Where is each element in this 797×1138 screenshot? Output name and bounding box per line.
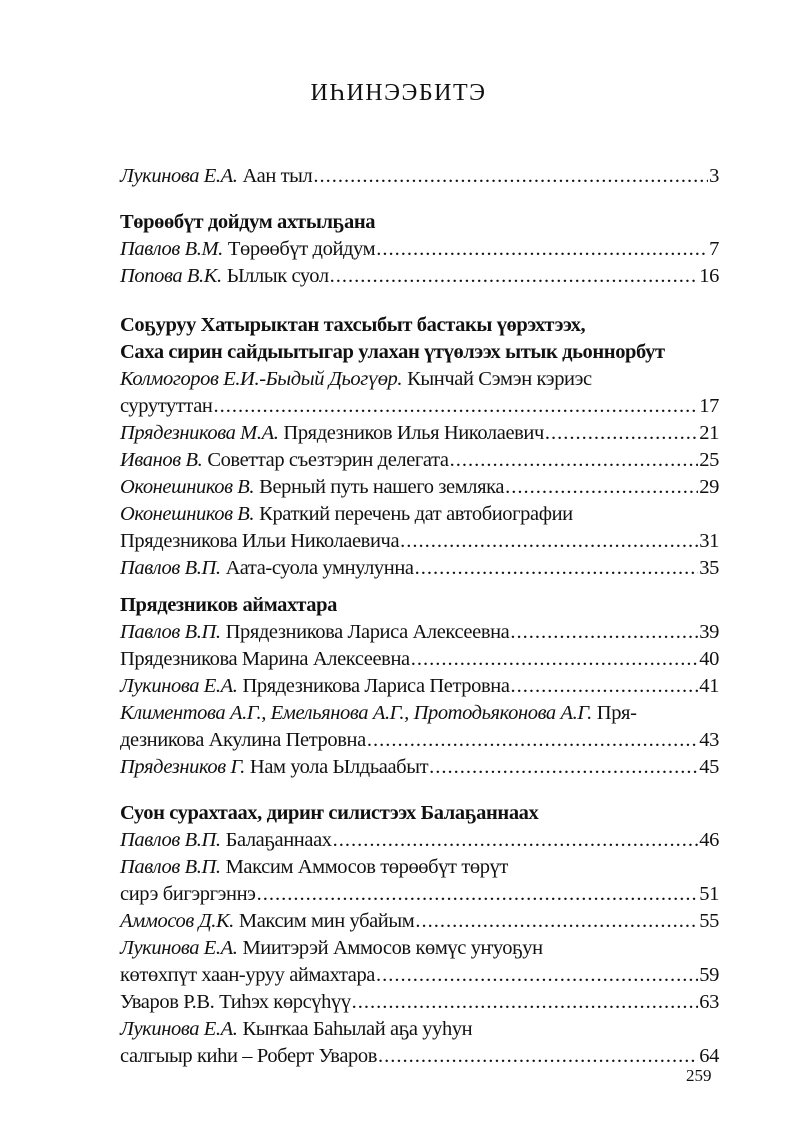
section-heading: Суон сурахтаах, дириҥ силистээх Балаҕаннаах	[120, 802, 539, 824]
entry-author: Павлов В.П.	[120, 557, 221, 579]
entry-page-number: 45	[699, 756, 719, 778]
toc-entry-continuation[interactable]	[120, 727, 719, 754]
dot-leader	[400, 528, 698, 555]
dot-leader	[213, 393, 698, 420]
dot-leader	[378, 1043, 698, 1070]
toc-entry[interactable]	[120, 366, 719, 393]
toc-entry[interactable]	[120, 854, 719, 881]
toc-entry[interactable]	[120, 989, 719, 1016]
section-heading: Төрөөбүт дойдум ахтылҕана	[120, 211, 376, 233]
dot-leader	[511, 673, 699, 700]
toc-entry-continuation[interactable]	[120, 881, 719, 908]
entry-author: Оконешников В.	[120, 503, 255, 525]
entry-page-number: 31	[699, 530, 719, 552]
dot-leader	[376, 236, 708, 263]
toc-section	[120, 209, 719, 290]
page-title: ИҺИНЭЭБИТЭ	[310, 80, 487, 106]
dot-leader	[411, 646, 699, 673]
toc-entry[interactable]	[120, 263, 719, 290]
entry-title: Уваров Р.В. Тиһэх көрсүһүү	[120, 991, 351, 1013]
dot-leader	[545, 420, 698, 447]
toc-entry[interactable]	[120, 935, 719, 962]
toc-entry[interactable]	[120, 420, 719, 447]
entry-title: Аан тыл	[242, 165, 313, 187]
dot-leader	[415, 555, 699, 582]
section-heading: Соҕуруу Хатырыктан тахсыбыт бастакы үөрэхтээх,	[120, 314, 586, 336]
toc-section	[120, 800, 719, 1070]
entry-page-number: 46	[699, 829, 719, 851]
entry-author: Климентова А.Г., Емельянова А.Г., Протодьяконова А.Г.	[120, 702, 592, 724]
entry-author: Колмогоров Е.И.-Быдый Дьогүөр.	[120, 368, 403, 390]
entry-author: Попова В.К.	[120, 265, 222, 287]
entry-title: Миитэрэй Аммосов көмүс уҥуоҕун	[242, 937, 543, 959]
toc-entry[interactable]	[120, 673, 719, 700]
entry-author: Прядезников Г.	[120, 756, 245, 778]
entry-title: Пря-	[596, 702, 637, 724]
toc-entry[interactable]	[120, 163, 719, 190]
entry-title-continuation: Прядезникова Ильи Николаевича	[120, 530, 400, 552]
toc-entry[interactable]	[120, 501, 719, 528]
dot-leader	[257, 881, 699, 908]
entry-title: Верный путь нашего земляка	[259, 476, 505, 498]
dot-leader	[510, 619, 698, 646]
dot-leader	[505, 474, 698, 501]
entry-author: Лукинова Е.А.	[120, 675, 238, 697]
entry-author: Павлов В.П.	[120, 856, 221, 878]
entry-title: Төрөөбүт дойдум	[227, 238, 376, 260]
toc-entry[interactable]	[120, 827, 719, 854]
entry-page-number: 35	[699, 557, 719, 579]
toc-entry-continuation[interactable]	[120, 528, 719, 555]
dot-leader	[429, 754, 698, 781]
entry-title-continuation: дезникова Акулина Петровна	[120, 729, 366, 751]
toc-entry[interactable]	[120, 700, 719, 727]
toc-entry[interactable]	[120, 555, 719, 582]
entry-page-number: 41	[699, 675, 719, 697]
toc-entry[interactable]	[120, 754, 719, 781]
toc-entry[interactable]	[120, 474, 719, 501]
entry-title: Прядезникова Лариса Алексеевна	[225, 621, 510, 643]
entry-title: Прядезникова Лариса Петровна	[242, 675, 510, 697]
dot-leader	[367, 727, 698, 754]
entry-page-number: 3	[709, 165, 719, 187]
entry-title-continuation: көтөхпүт хаан-уруу аймахтара	[120, 964, 375, 986]
toc-section	[120, 592, 719, 781]
entry-page-number: 63	[699, 991, 719, 1013]
toc-entry[interactable]	[120, 1016, 719, 1043]
entry-author: Прядезникова М.А.	[120, 422, 279, 444]
entry-author: Лукинова Е.А.	[120, 165, 238, 187]
dot-leader	[415, 908, 698, 935]
entry-author: Лукинова Е.А.	[120, 1018, 238, 1040]
entry-title: Прядезников Илья Николаевич	[283, 422, 544, 444]
toc-entry[interactable]	[120, 646, 719, 673]
toc-entry[interactable]	[120, 908, 719, 935]
entry-page-number: 59	[699, 964, 719, 986]
entry-title: Аата-суола умнулунна	[225, 557, 414, 579]
entry-title-continuation: салгыыр киһи – Роберт Уваров	[120, 1045, 377, 1067]
dot-leader	[376, 962, 698, 989]
entry-page-number: 51	[699, 883, 719, 905]
entry-page-number: 25	[699, 449, 719, 471]
entry-title: Ыллык суол	[226, 265, 329, 287]
entry-title: Краткий перечень дат автобиографии	[259, 503, 573, 525]
dot-leader	[313, 163, 708, 190]
entry-page-number: 43	[699, 729, 719, 751]
entry-author: Павлов В.П.	[120, 829, 221, 851]
dot-leader	[352, 989, 699, 1016]
entry-page-number: 16	[699, 265, 719, 287]
entry-page-number: 55	[699, 910, 719, 932]
toc-entry[interactable]	[120, 447, 719, 474]
toc-entry-continuation[interactable]	[120, 393, 719, 420]
entry-title: Кыҥкаа Баһылай аҕа ууһун	[242, 1018, 473, 1040]
entry-author: Лукинова Е.А.	[120, 937, 238, 959]
entry-title: Максим Аммосов төрөөбүт төрүт	[225, 856, 508, 878]
dot-leader	[330, 263, 699, 290]
entry-title: Кынчай Сэмэн кэриэс	[407, 368, 592, 390]
section-heading: Саха сирин сайдыытыгар улахан үтүөлээх ытык дьоннорбут	[120, 341, 665, 363]
entry-page-number: 29	[699, 476, 719, 498]
entry-page-number: 39	[699, 621, 719, 643]
entry-title: Нам уола Ылдьаабыт	[249, 756, 429, 778]
entry-author: Павлов В.П.	[120, 621, 221, 643]
entry-author: Оконешников В.	[120, 476, 255, 498]
page-number: 259	[686, 1066, 712, 1085]
toc-entry-continuation[interactable]	[120, 962, 719, 989]
toc-entry[interactable]	[120, 236, 719, 263]
entry-author: Павлов В.М.	[120, 238, 223, 260]
dot-leader	[450, 447, 699, 474]
entry-page-number: 40	[699, 648, 719, 670]
entry-title-continuation: сурутуттан	[120, 395, 213, 417]
entry-title: Максим мин убайым	[238, 910, 415, 932]
toc-section	[120, 312, 719, 582]
entry-page-number: 64	[699, 1045, 719, 1067]
toc-section	[120, 163, 719, 190]
entry-page-number: 17	[699, 395, 719, 417]
entry-title: Прядезникова Марина Алексеевна	[120, 648, 410, 670]
toc-entry[interactable]	[120, 619, 719, 646]
entry-page-number: 21	[699, 422, 719, 444]
section-heading: Прядезников аймахтара	[120, 594, 337, 616]
toc-entry-continuation[interactable]	[120, 1043, 719, 1070]
entry-author: Аммосов Д.К.	[120, 910, 234, 932]
entry-title: Балаҕаннаах	[225, 829, 332, 851]
dot-leader	[333, 827, 699, 854]
entry-author: Иванов В.	[120, 449, 203, 471]
entry-title-continuation: сирэ бигэргэннэ	[120, 883, 256, 905]
entry-title: Советтар съезтэрин делегата	[207, 449, 449, 471]
entry-page-number: 7	[709, 238, 719, 260]
